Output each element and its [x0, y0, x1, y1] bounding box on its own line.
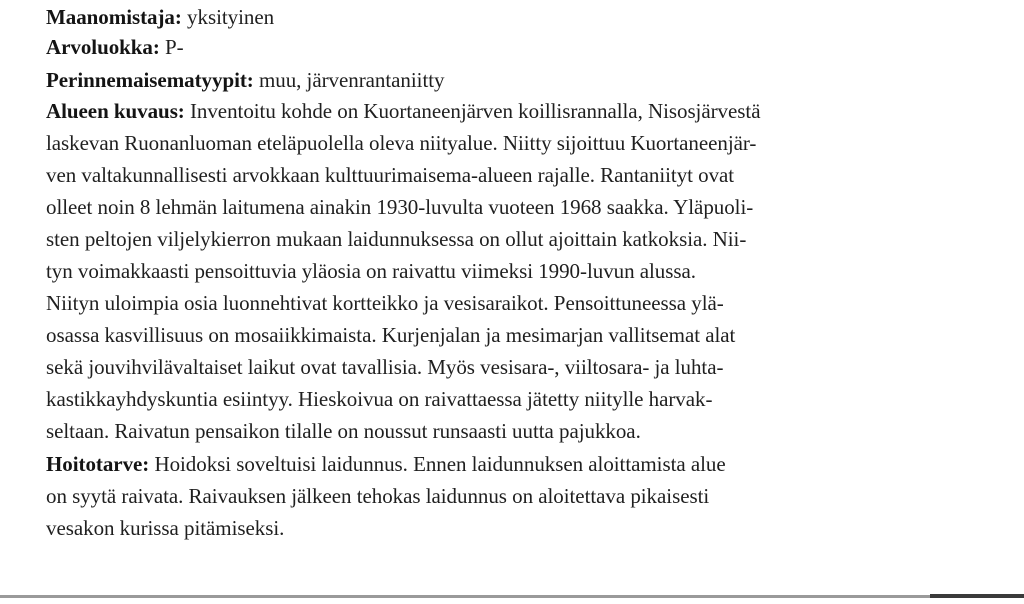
description-line — [46, 98, 1006, 124]
types-line — [46, 67, 1006, 93]
description-label: Alueen kuvaus: — [46, 99, 185, 123]
description-line: ven valtakunnallisesti arvokkaan kulttuurimaisema-alueen rajalle. Rantaniityt ovat — [46, 163, 735, 187]
care-label: Hoitotarve: — [46, 452, 150, 476]
care-text: Hoidoksi soveltuisi laidunnus. Ennen laidunnuksen aloittamista alue — [154, 452, 726, 476]
description-line: osassa kasvillisuus on mosaiikkimaista. Kurjenjalan ja mesimarjan vallitsemat alat — [46, 323, 736, 347]
care-line: vesakon kurissa pitämiseksi. — [46, 516, 285, 540]
description-text: Inventoitu kohde on Kuortaneenjärven koillisrannalla, Nisosjärvestä — [189, 99, 761, 123]
owner-value: yksityinen — [187, 5, 275, 29]
description-line: kastikkayhdyskuntia esiintyy. Hieskoivua on raivattaessa jätetty niitylle harvak- — [46, 387, 713, 411]
description-line: sekä jouvihvilävaltaiset laikut ovat tavallisia. Myös vesisara-, viiltosara- ja luhta- — [46, 355, 724, 379]
care-line — [46, 451, 1006, 477]
owner-label: Maanomistaja: — [46, 5, 182, 29]
description-line: seltaan. Raivatun pensaikon tilalle on noussut runsaasti uutta pajukkoa. — [46, 419, 641, 443]
description-line: tyn voimakkaasti pensoittuvia yläosia on raivattu viimeksi 1990-luvun alussa. — [46, 259, 696, 283]
class-line — [46, 34, 1006, 60]
description-line: laskevan Ruonanluoman eteläpuolella oleva niityalue. Niitty sijoittuu Kuortaneenjär- — [46, 131, 757, 155]
care-line: on syytä raivata. Raivauksen jälkeen tehokas laidunnus on aloitettava pikaisesti — [46, 484, 710, 508]
bottom-rule — [0, 595, 1024, 598]
class-label: Arvoluokka: — [46, 35, 160, 59]
types-label: Perinnemaisematyypit: — [46, 68, 254, 92]
bottom-rule-shadow — [930, 594, 1024, 598]
types-value: muu, järvenrantaniitty — [258, 68, 445, 92]
description-line: olleet noin 8 lehmän laitumena ainakin 1930-luvulta vuoteen 1968 saakka. Yläpuoli- — [46, 195, 754, 219]
description-line: Niityn uloimpia osia luonnehtivat kortteikko ja vesisaraikot. Pensoittuneessa ylä- — [46, 291, 724, 315]
owner-line — [46, 4, 1006, 30]
description-line: sten peltojen viljelykierron mukaan laidunnuksessa on ollut ajoittain katkoksia. Nii- — [46, 227, 747, 251]
class-value: P- — [165, 35, 184, 59]
